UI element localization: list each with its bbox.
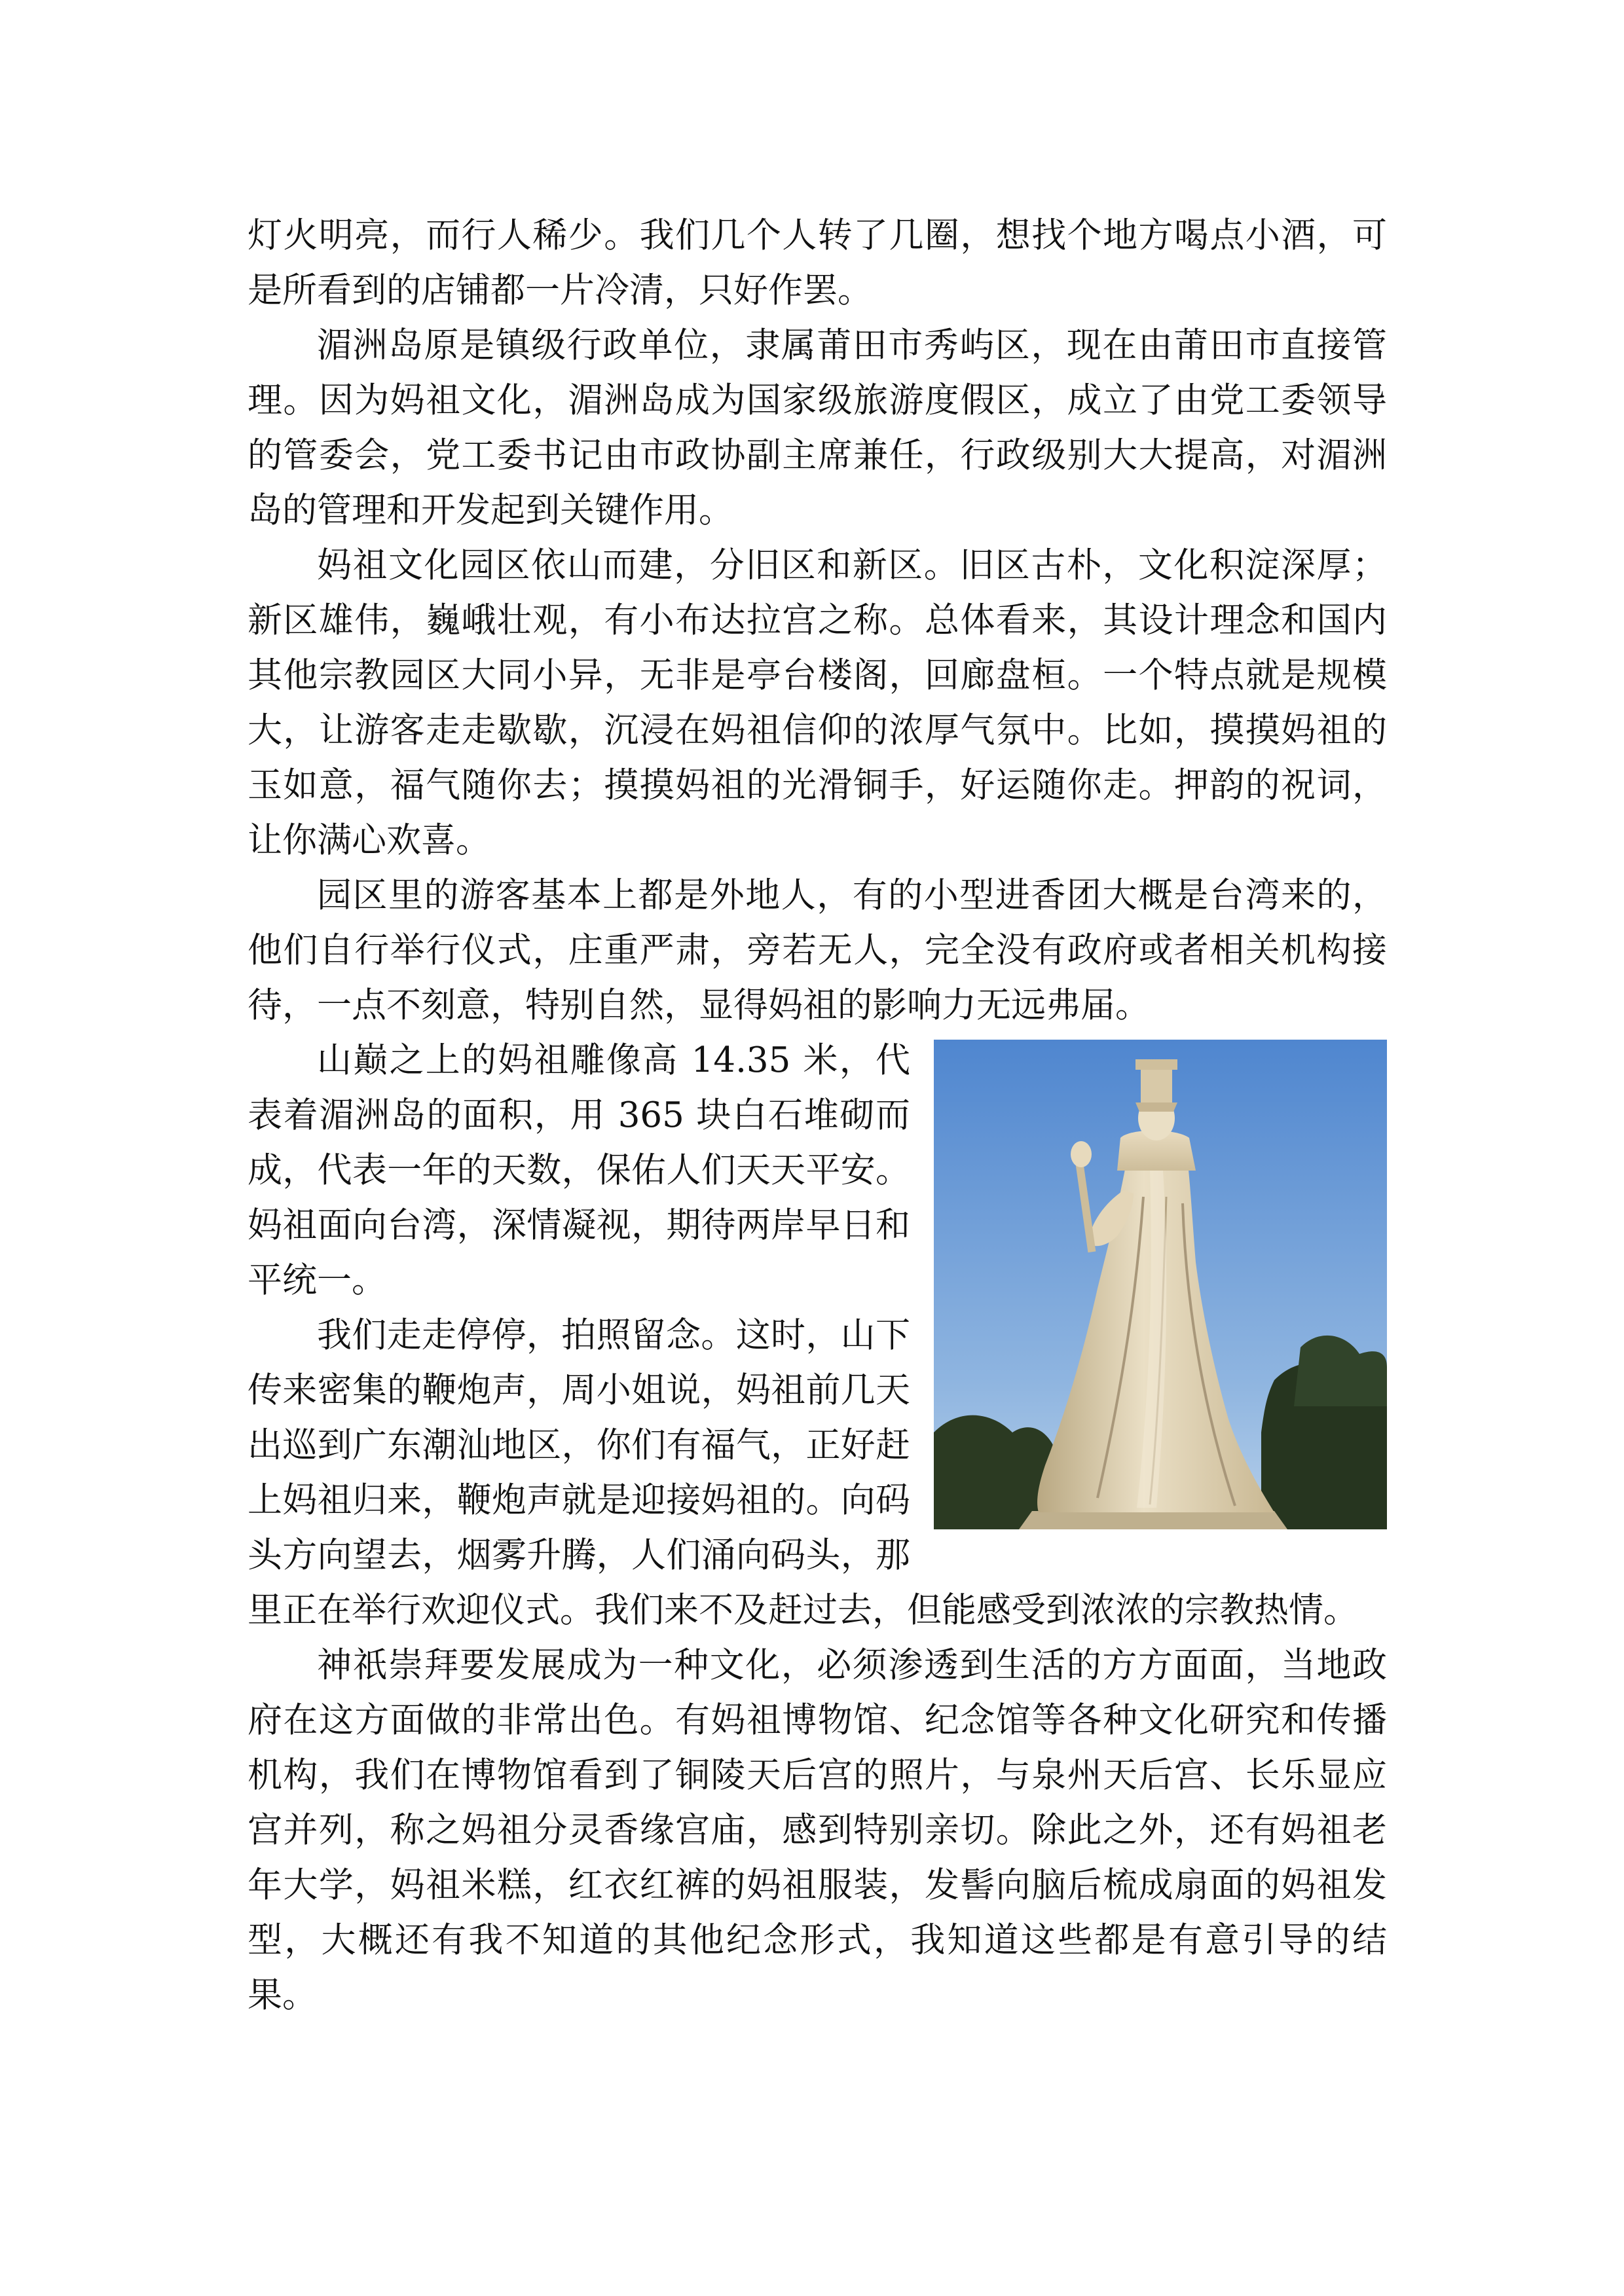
paragraph-culture-park: 妈祖文化园区依山而建，分旧区和新区。旧区古朴，文化积淀深厚；新区雄伟，巍峨壮观，有小布达拉宫之称。总体看来，其设计理念和国内其他宗教园区大同小异，无非是亭台楼阁，回廊盘桓。一个特点就是规模大，让游客走走歇歇，沉浸在妈祖信仰的浓厚气氛中。比如，摸摸妈祖的玉如意，福气随你去；摸摸妈祖的光滑铜手，好运随你走。押韵的祝词，让你满心欢喜。 — [248, 545, 1387, 860]
page-body — [248, 208, 1387, 2023]
paragraph-continued: 灯火明亮，而行人稀少。我们几个人转了几圈，想找个地方喝点小酒，可是所看到的店铺都一片冷清，只好作罢。 — [248, 215, 1387, 310]
statue-photo-image — [934, 1040, 1387, 1529]
statue-crown — [1141, 1066, 1172, 1105]
paragraph-culture-spread: 神祇崇拜要发展成为一种文化，必须渗透到生活的方方面面，当地政府在这方面做的非常出色。有妈祖博物馆、纪念馆等各种文化研究和传播机构，我们在博物馆看到了铜陵天后宫的照片，与泉州天后宫、长乐显应宫并列，称之妈祖分灵香缘宫庙，感到特别亲切。除此之外，还有妈祖老年大学，妈祖米糕，红衣红裤的妈祖服装，发髻向脑后梳成扇面的妈祖发型，大概还有我不知道的其他纪念形式，我知道这些都是有意引导的结果。 — [248, 1645, 1387, 2015]
pedestal — [1019, 1511, 1287, 1529]
mazu-statue-photo — [934, 1040, 1387, 1529]
paragraph-meizhou-island: 湄洲岛原是镇级行政单位，隶属莆田市秀屿区，现在由莆田市直接管理。因为妈祖文化，湄洲岛成为国家级旅游度假区，成立了由党工委领导的管委会，党工委书记由市政协副主席兼任，行政级别大大提高，对湄洲岛的管理和开发起到关键作用。 — [248, 325, 1387, 530]
paragraph-visitors: 园区里的游客基本上都是外地人，有的小型进香团大概是台湾来的，他们自行举行仪式，庄重严肃，旁若无人，完全没有政府或者相关机构接待，一点不刻意，特别自然，显得妈祖的影响力无远弗届。 — [248, 875, 1387, 1025]
paragraph-statue: 山巅之上的妈祖雕像高 14.35 米，代表着湄洲岛的面积，用 365 块白石堆砌而成，代表一年的天数，保佑人们天天平安。妈祖面向台湾，深情凝视，期待两岸早日和平统一。 — [248, 1040, 910, 1300]
paragraph-firecrackers: 我们走走停停，拍照留念。这时，山下传来密集的鞭炮声，周小姐说，妈祖前几天出巡到广东潮汕地区，你们有福气，正好赶上妈祖归来，鞭炮声就是迎接妈祖的。向码头方向望去，烟雾升腾，人们涌向码头，那里正在举行欢迎仪式。我们来不及赶过去，但能感受到浓浓的宗教热情。 — [248, 1315, 1358, 1630]
